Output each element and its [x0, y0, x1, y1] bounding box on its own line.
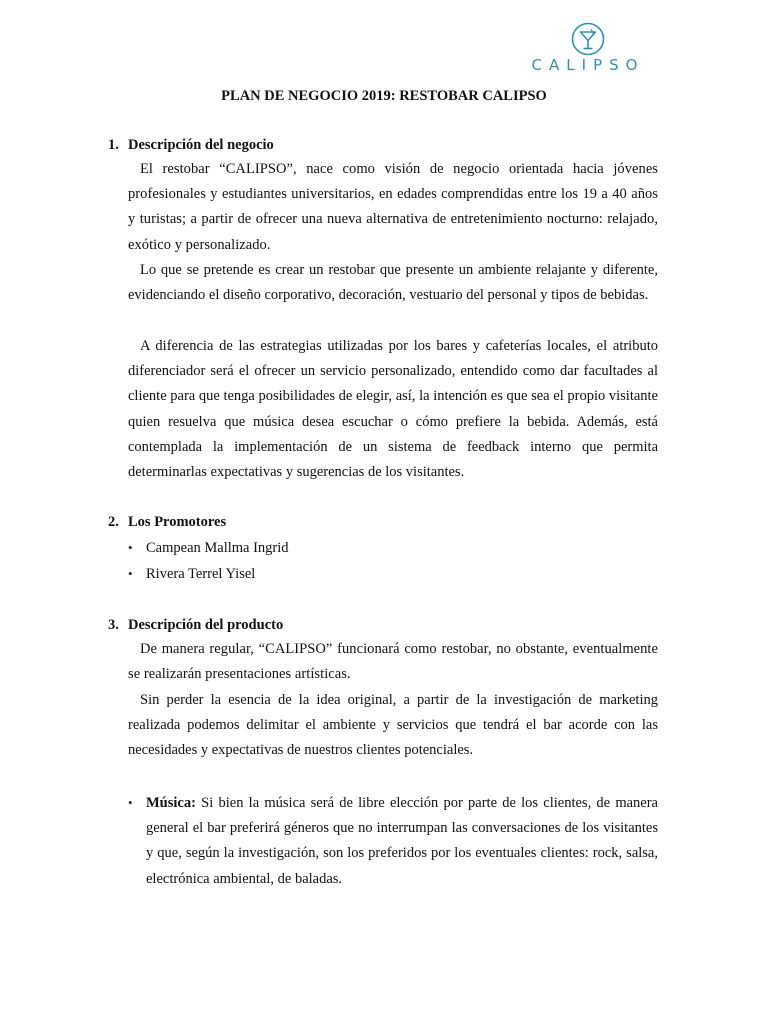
bullet-icon: • — [128, 566, 133, 581]
paragraph: Lo que se pretende es crear un restobar que presente un ambiente relajante y diferente, evidenciando el diseño corporativo, decoración, vestuario del personal y tipos de bebidas. — [128, 262, 658, 304]
list-item — [128, 790, 658, 892]
section-heading-3 — [108, 617, 283, 634]
section-number: 3. — [108, 617, 119, 633]
calipso-logo — [524, 22, 652, 74]
paragraph: El restobar “CALIPSO”, nace como visión de negocio orientada hacia jóvenes profesionales y estudiantes universitarios, en edades comprendidas entre los 19 a 40 años y turistas; a partir de ofrecer una nueva alternativa de entretenimiento nocturno: relajado, exótico y personalizado. — [128, 161, 658, 253]
paragraph: De manera regular, “CALIPSO” funcionará como restobar, no obstante, eventualmente se realizarán presentaciones artísticas. — [128, 641, 658, 683]
logo-wordmark: CALIPSO — [531, 56, 645, 74]
section-title: Descripción del producto — [128, 617, 284, 633]
paragraph: A diferencia de las estrategias utilizadas por los bares y cafeterías locales, el atributo diferenciador será el ofrecer un servicio personalizado, entendido como dar facultades al cliente para que tenga posibilidades de elegir, así, la intención es que sea el propio visitante quien resuelva que música desea escuchar o cómo prefiere la bebida. Además, está contemplada la implementación de un sistema de feedback interno que permita determinarlas expectativas y sugerencias de los visitantes. — [128, 338, 658, 481]
bullet-text: Si bien la música será de libre elección por parte de los clientes, de manera general el bar preferirá géneros que no interrumpan las conversaciones de los visitantes y que, según la investigación, son los preferidos por los eventuales clientes: rock, salsa, electrónica ambiental, de baladas. — [146, 795, 658, 887]
paragraph: Sin perder la esencia de la idea original, a partir de la investigación de marketing realizada podemos delimitar el ambiente y servicios que tendrá el bar acorde con las necesidades y expectativas de nuestros clientes potenciales. — [128, 692, 658, 759]
section-number: 1. — [108, 137, 119, 153]
list-item — [128, 566, 255, 583]
cocktail-glass-icon — [570, 22, 606, 56]
section-number: 2. — [108, 514, 119, 530]
section-heading-1 — [108, 137, 274, 154]
section-title: Los Promotores — [128, 514, 227, 530]
bullet-body — [146, 791, 658, 892]
section-heading-2 — [108, 514, 226, 531]
promoter-name: Rivera Terrel Yisel — [146, 566, 256, 582]
bullet-icon: • — [128, 795, 133, 810]
page-title: PLAN DE NEGOCIO 2019: RESTOBAR CALIPSO — [221, 88, 547, 104]
bullet-icon: • — [128, 540, 133, 555]
list-item — [128, 540, 289, 557]
section-title: Descripción del negocio — [128, 137, 274, 153]
promoter-name: Campean Mallma Ingrid — [146, 540, 289, 556]
bullet-label: Música: — [146, 795, 196, 812]
